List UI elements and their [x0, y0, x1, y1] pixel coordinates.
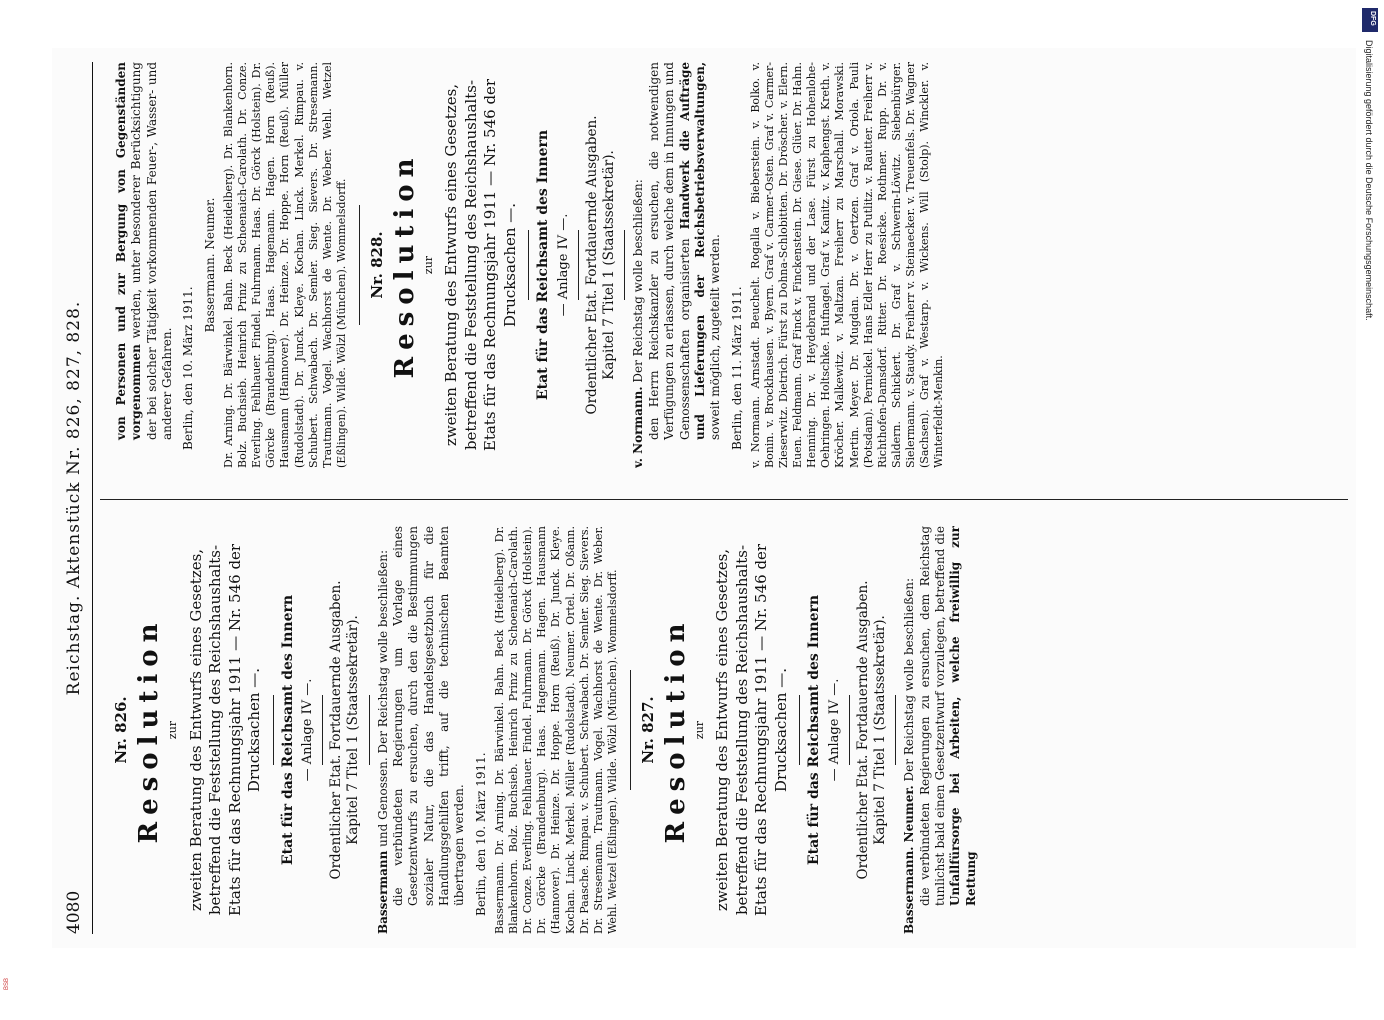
kapitel-label: Kapitel 7 Titel 1 (Staatssekretär).: [601, 150, 618, 380]
divider: [624, 230, 625, 300]
divider: [322, 695, 323, 765]
date-line: Berlin, den 10. März 1911.: [473, 752, 488, 916]
motion-continuation: [114, 62, 175, 468]
motion-text-end: soweit möglich, zugeteilt werden.: [708, 234, 723, 440]
anlage-label: — Anlage IV —.: [556, 213, 572, 317]
motion-intro: Der Reichstag wolle beschließen:: [902, 577, 917, 782]
motion-cont-block: [114, 62, 175, 468]
divider: [369, 695, 370, 765]
divider: [799, 695, 800, 765]
date-line: Berlin, den 11. März 1911.: [729, 286, 744, 450]
divider: [528, 230, 529, 300]
date-line: Berlin, den 10. März 1911.: [181, 286, 196, 450]
resolution-heading: Resolution: [390, 151, 421, 379]
resolution-827-continued: [114, 62, 349, 468]
dfg-logo: [1362, 8, 1378, 32]
page-number: 4080: [64, 890, 84, 934]
motion-intro: und Genossen. Der Reichstag wolle beschließen:: [375, 550, 390, 847]
signatories: Bassermann. Dr. Arning. Dr. Bärwinkel. Bahn. Beck (Heidelberg). Dr. Blankenhorn. Bolz. Buchsieb. Heinrich Prinz zu Schoenaich-Carolath. Dr. Conze. Everling. Fehlhauer. Findel. Fuhrmann. Dr. Görck (Holstein). Dr. Görcke (Brandenburg). Haas. Hagemann. Hagen. Hausmann (Hannover). Dr. Heinze. Dr. Hoppe. Horn (Reuß). Dr. Junck. Kleye. Kochan. Linck. Merkel. Müller (Rudolstadt). Neumer. Ortel. Dr. Oßann. Dr. Paasche. Rimpau. v. Schubert. Schwabach. Dr. Semler. Sieg. Sievers. Dr. Stresemann. Trautmann. Vogel. Wachhorst de Wente. Dr. Weber. Wehl. Wetzel (Eßlingen). Wilde. Wölzl (München). Wommelsdorff.: [493, 526, 619, 934]
credit-text: Digitalisierung gefördert durch die Deutsche Forschungsgemeinschaft.: [1364, 40, 1374, 321]
first-signers: Bassermann. Neumer.: [202, 197, 217, 333]
section-divider: [359, 205, 360, 325]
resolution-subject: zweiten Beratung des Entwurfs eines Gesetzes, betreffend die Feststellung des Reichshaushalts-Etats für das Rechnungsjahr 1911 — Nr. 546 der Drucksachen —.: [713, 543, 790, 917]
right-column: [108, 62, 1348, 468]
motion-bold-text: Unfallfürsorge bei Arbeiten, welche freiwillig zur Rettung: [948, 526, 978, 906]
digitization-credit: [1360, 40, 1380, 1020]
divider: [895, 695, 896, 765]
motion-intro: Der Reichstag wolle beschließen:: [631, 179, 646, 383]
ordentlicher-etat: Ordentlicher Etat. Fortdauernde Ausgaben.: [854, 580, 871, 880]
resolution-number: Nr. 828.: [367, 231, 386, 299]
signatories: v. Normann. Arnstadt. Beuchelt. Rogalla v. Bieberstein. v. Bolko. v. Bonin. v. Brockhausen. v. Byern. Graf v. Carmer-Osten. Graf v. Carmer-Zieserwitz. Dietrich. Fürst zu Dohna-Schlobitten. Dr. Dröscher. v. Elern. Euen. Feldmann. Graf Finck v. Finckenstein. Dr. Giese. Glüer. Dr. Hahn. Henning. Dr. v. Heydebrand und der Lase. Fürst zu Hohenlohe-Oehringen. Holtschke. Hufnagel. Graf v. Kanitz. v. Kaphengst. Kreth. v. Kröcher. Malkewitz. v. Maltzan. Freiherr zu Marschall. Morawski. Mertin. Meyer. Dr. Mugdan. Dr. v. Oertzen. Graf v. Oriola. Pauli (Potsdam). Pernickel. Hans Edler Herr zu Putlitz. v. Rautter. Freiherr v. Richthofen-Damsdorf. Ritter. Dr. Roesicke. Rothmer. Rupp. Dr. v. Saldern. Schickert. Dr. Graf v. Schwerin-Löwitz. Siebenbürger. Sielermann. v. Staudy. Freiherr v. Steinaecker. v. Treuenfels. Dr. Wagner (Sachsen). Graf v. Westarp. v. Wickens. Will (Stolp). Winckler. v. Winterfeldt-Menkin.: [748, 62, 945, 468]
signatories: Dr. Arning. Dr. Bärwinkel. Bahn. Beck (Heidelberg). Dr. Blankenhorn. Bolz. Buchsieb. Heinrich Prinz zu Schoenaich-Carolath. Dr. Conze. Everling. Fehlhauer. Findel. Fuhrmann. Haas. Dr. Görck (Holstein). Dr. Görcke (Brandenburg). Haas. Hagemann. Hagen. Horn (Reuß). Hausmann (Hannover). Dr. Heinze. Dr. Hoppe. Horn (Reuß). Müller (Rudolstadt). Dr. Junck. Kleye. Kochan. Linck. Merkel. Rimpau. v. Schubert. Schwabach. Dr. Semler. Sieg. Sievers. Dr. Stresemann. Trautmann. Vogel. Wachhorst de Wente. Dr. Weber. Wehl. Wetzel (Eßlingen). Wilde. Wölzl (München). Wommelsdorff.: [222, 62, 348, 468]
resolution-number: Nr. 826.: [112, 696, 130, 764]
resolution-828: [368, 62, 946, 468]
motion-text: die verbündeten Regierungen zu ersuchen, dem Reichstag tunlichst bald einen Gesetzentwurf vorzulegen, betreffend die: [917, 526, 948, 906]
zur-label: zur: [166, 720, 180, 740]
motion-text: den Herrn Reichskanzler zu ersuchen, die notwendigen Verfügungen zu erlassen, durch welche dem in Innungen und Genossenschaften organisierten: [646, 62, 692, 440]
resolution-subject: zweiten Beratung des Entwurfs eines Gesetzes, betreffend die Feststellung des Reichshaushalts-Etats für das Rechnungsjahr 1911 — Nr. 546 der Drucksachen —.: [442, 78, 519, 452]
motion-text: die verbündeten Regierungen um Vorlage eines Gesetzentwurfs zu ersuchen, durch den die Bestimmungen sozialer Natur, die das Handelsgesetzbuch für die Handlungsgehilfen trifft, auf die technischen Beamten übertragen werden.: [390, 526, 467, 906]
anlage-label: — Anlage IV —.: [827, 678, 843, 782]
divider: [273, 695, 274, 765]
bsb-label: BSB: [4, 977, 10, 990]
etat-heading: Etat für das Reichsamt des Innern: [806, 594, 823, 866]
bsb-mark: [4, 978, 16, 998]
dfg-label: DFG: [1369, 11, 1376, 26]
divider: [849, 695, 850, 765]
zur-label: zur: [693, 720, 707, 740]
resolution-826: [112, 526, 620, 934]
ordentlicher-etat: Ordentlicher Etat. Fortdauernde Ausgaben.: [328, 580, 345, 880]
column-divider: [100, 499, 1348, 500]
resolution-827: [639, 526, 979, 934]
motion-cont-text: werden, unter besonderer Berücksichtigung der bei solcher Tätigkeit vorkommenden Feuer-, Wasser- und anderer Gefahren.: [129, 62, 175, 440]
movers: v. Normann.: [631, 386, 646, 468]
motion-paragraph: [902, 526, 979, 934]
motion-bold-text: Handwerk die Aufträge und Lieferungen der Reichsbetriebsverwaltungen,: [677, 62, 707, 440]
motion-paragraph: [376, 526, 468, 934]
etat-heading: Etat für das Reichsamt des Innern: [279, 594, 296, 866]
ordentlicher-etat: Ordentlicher Etat. Fortdauernde Ausgaben.: [583, 115, 600, 415]
zur-label: zur: [422, 255, 436, 275]
section-divider: [630, 670, 631, 790]
scanned-page: [52, 48, 1356, 948]
anlage-label: — Anlage IV —.: [300, 678, 316, 782]
left-column: [108, 526, 1348, 934]
movers: Bassermann: [375, 850, 390, 934]
motion-paragraph: [631, 62, 723, 468]
rotated-document: [52, 48, 1356, 948]
movers: Bassermann. Neumer.: [902, 785, 917, 934]
divider: [578, 230, 579, 300]
resolution-heading: Resolution: [661, 616, 691, 844]
header-title: Reichstag. Aktenstück Nr. 826, 827, 828.: [64, 300, 84, 696]
resolution-number: Nr. 827.: [638, 696, 657, 764]
resolution-subject: zweiten Beratung des Entwurfs eines Gesetzes, betreffend die Feststellung des Reichshaushalts-Etats für das Rechnungsjahr 1911 — Nr. 546 der Drucksachen —.: [186, 543, 264, 917]
resolution-heading: Resolution: [134, 616, 165, 844]
motion-bold-lead: von Personen und zur Bergung von Gegenständen vorgenommen: [114, 62, 144, 440]
motion-text-block: [918, 526, 979, 934]
etat-heading: Etat für das Reichsamt des Innern: [535, 129, 552, 401]
kapitel-label: Kapitel 7 Titel 1 (Staatssekretär).: [345, 615, 362, 845]
motion-text-block: [647, 62, 724, 468]
kapitel-label: Kapitel 7 Titel 1 (Staatssekretär).: [872, 615, 889, 845]
running-header: [56, 62, 93, 934]
